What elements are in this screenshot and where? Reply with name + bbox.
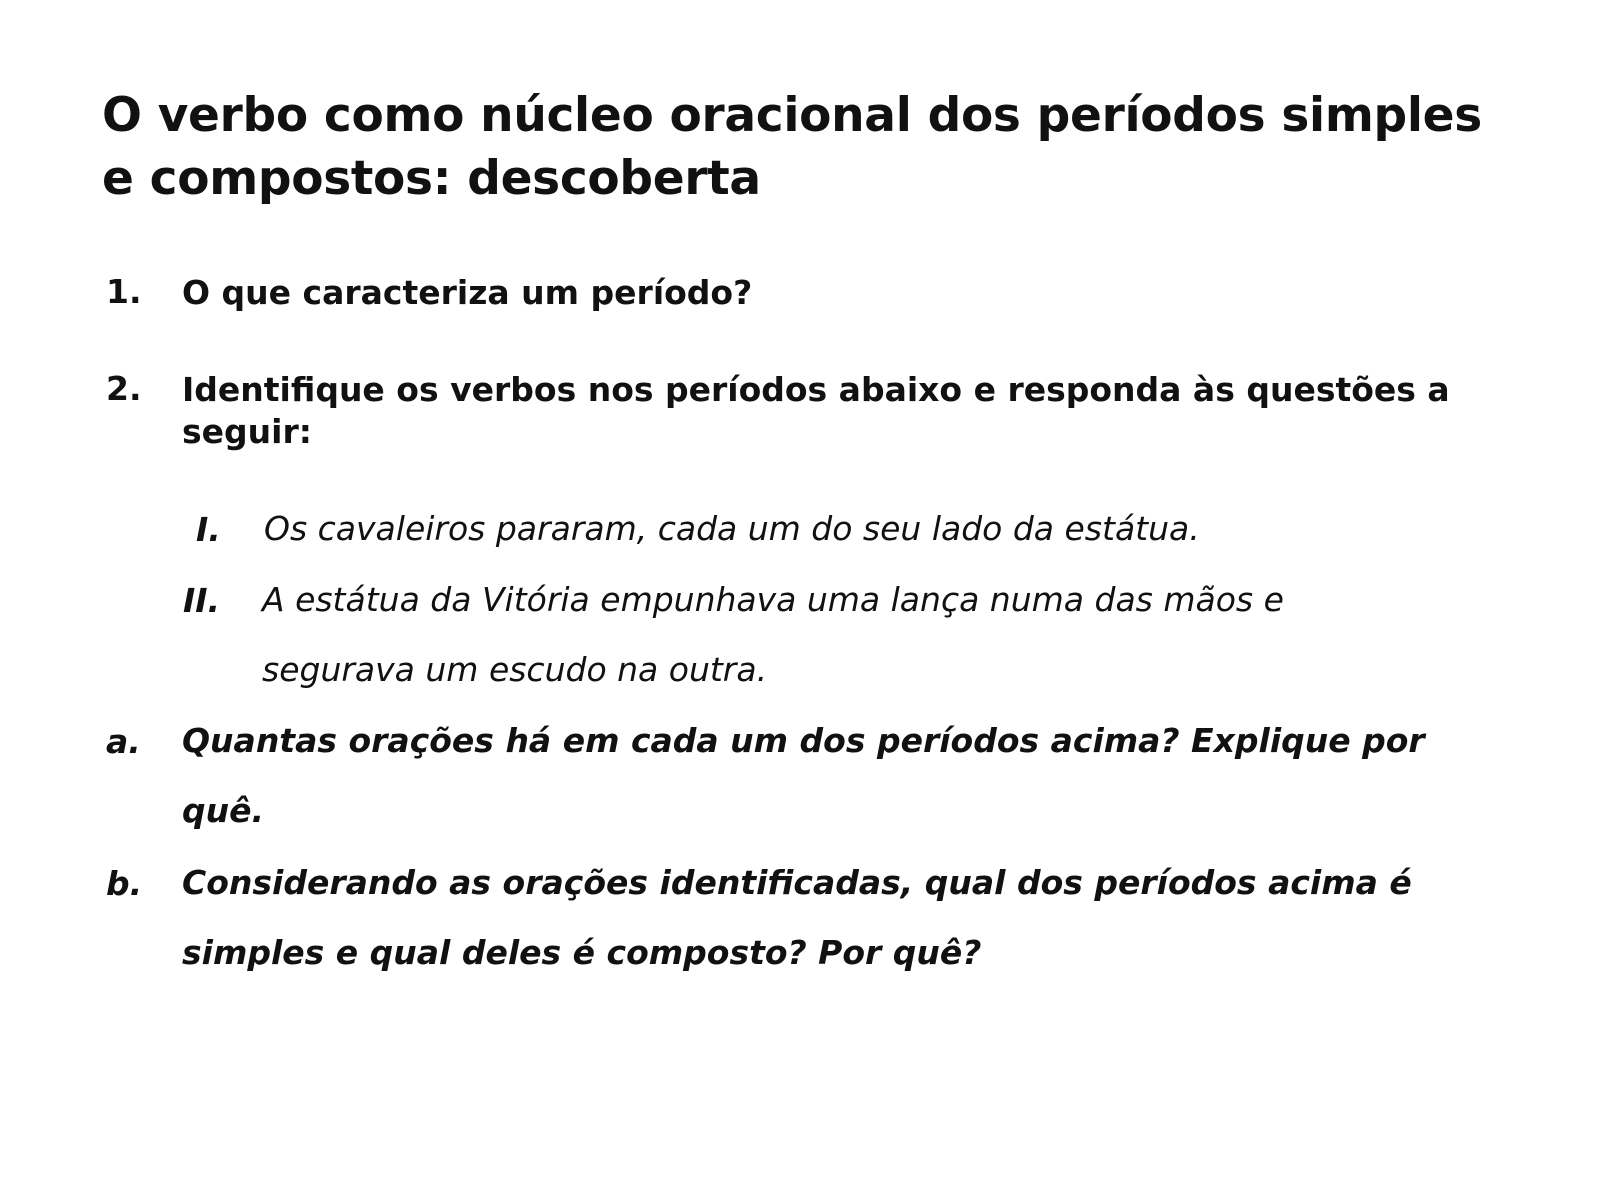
subquestion-text: Quantas orações há em cada um dos períodos acima? Explique por quê. — [182, 721, 1425, 830]
subquestion-text: Considerando as orações identificadas, qual dos períodos acima é simples e qual deles é composto? Por quê? — [182, 863, 1412, 972]
subquestion-label: b. — [106, 864, 143, 903]
question-text: O que caracteriza um período? — [182, 273, 753, 312]
sentence-label: I. — [196, 510, 221, 549]
sentence-label: II. — [183, 581, 221, 620]
question-number: 1. — [106, 272, 142, 311]
sentence-text: A estátua da Vitória empunhava uma lança numa das mãos e segurava um escudo na outra. — [262, 580, 1284, 689]
subquestion-label: a. — [106, 722, 141, 761]
question-text: Identifique os verbos nos períodos abaixo e responda às questões a seguir: — [182, 370, 1450, 451]
sentence-text: Os cavaleiros pararam, cada um do seu lado da estátua. — [264, 509, 1200, 548]
question-number: 2. — [106, 369, 142, 408]
page-title: O verbo como núcleo oracional dos períodos simples e compostos: descoberta — [102, 88, 1482, 206]
